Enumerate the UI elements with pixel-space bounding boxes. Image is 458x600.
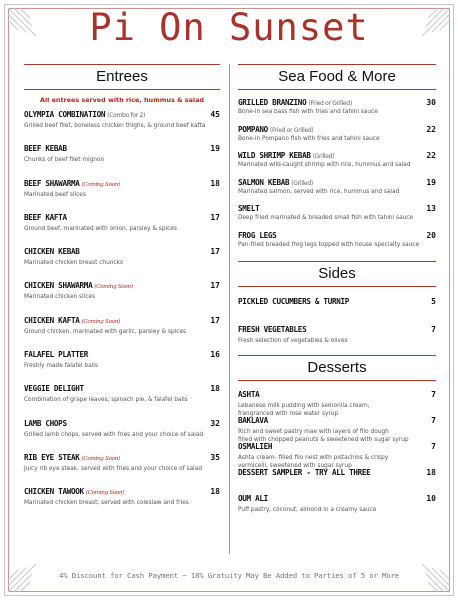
menu-item-line [24, 316, 220, 325]
menu-item-line [238, 468, 436, 477]
item-name [238, 442, 272, 451]
item-name [24, 453, 120, 462]
menu-item-line [238, 151, 436, 160]
item-name-text: FROG LEGS [238, 230, 277, 240]
item-name-text: OSMALIEH [238, 442, 273, 451]
item-name [238, 98, 352, 107]
item-name-text: SMELT [238, 204, 260, 213]
item-description: Marinated beef slices [24, 191, 86, 198]
item-name-text: SALMON KEBAB [238, 177, 290, 187]
coming-soon-badge: (Coming Soon) [81, 455, 120, 462]
item-name-text: OLYMPIA COMBINATION [24, 110, 106, 119]
entrees-section [24, 64, 220, 522]
coming-soon-badge: (Coming Soon) [81, 318, 120, 325]
item-name-text: BAKLAVA [238, 416, 268, 425]
item-description: Deep fried marinated & breaded small fish with tahini sauce [238, 215, 414, 221]
item-price: 30 [426, 98, 436, 107]
item-description: Freshly made falafel balls [24, 363, 98, 370]
menu-item [238, 416, 436, 442]
seafood-heading: Sea Food & More [238, 64, 436, 90]
entrees-list [24, 110, 220, 522]
sides-heading: Sides [238, 261, 436, 287]
item-price: 17 [210, 315, 220, 325]
item-price: 13 [426, 204, 436, 213]
item-price: 7 [431, 416, 436, 425]
item-price: 18 [210, 487, 220, 497]
menu-item [238, 151, 436, 178]
menu-item-line [238, 390, 436, 399]
menu-item-line [238, 442, 436, 451]
item-name-text: BEEF KEBAB [24, 144, 67, 154]
item-name-text: OUM ALI [238, 494, 268, 503]
item-name [24, 179, 120, 188]
seafood-list [238, 98, 436, 257]
column-divider [229, 64, 230, 554]
item-price: 32 [210, 418, 220, 428]
item-name-text: ASHTA [238, 390, 260, 399]
menu-item-line [24, 419, 220, 428]
item-qualifier: (Combo for 2) [107, 112, 146, 119]
item-price: 16 [210, 350, 220, 360]
item-name-text: LAMB CHOPS [24, 418, 67, 428]
item-name [238, 297, 349, 306]
item-qualifier: (Fried or Grilled) [269, 126, 314, 134]
menu-item [238, 204, 436, 231]
item-name [238, 390, 259, 399]
item-price: 18 [210, 178, 220, 188]
item-qualifier: (Grilled) [291, 179, 313, 187]
item-description: Bone-in sea bass fish with fries and tahini sauce [238, 109, 378, 115]
menu-item-line [238, 231, 436, 240]
item-name [24, 419, 67, 428]
menu-item-line [238, 494, 436, 503]
menu-item [24, 453, 220, 487]
item-description: Fresh selection of vegetables & olives [238, 338, 348, 344]
item-description: Chunks of beef filet mignon [24, 157, 105, 164]
item-name-text: GRILLED BRANZINO [238, 98, 307, 107]
item-name [238, 125, 313, 134]
menu-item-line [238, 416, 436, 425]
item-name [238, 151, 334, 160]
item-price: 22 [426, 124, 436, 134]
menu-item [238, 390, 436, 416]
menu-item [24, 247, 220, 281]
item-description: Ground beef, marinated with onion, parsley & spices [24, 225, 177, 232]
menu-item-line [24, 144, 220, 153]
item-name-text: RIB EYE STEAK [24, 452, 80, 462]
item-description: Marinated chicken breast chuncks [24, 260, 123, 267]
restaurant-title: Pi On Sunset [89, 6, 369, 49]
item-name [238, 204, 259, 213]
item-name [238, 231, 276, 240]
item-description: Pan-fried breaded frog legs topped with house specialty sauce [238, 241, 420, 248]
desserts-list [238, 390, 436, 520]
item-description: Puff pastry, coconut, almond in a creamy sauce [238, 507, 377, 513]
coming-soon-badge: (Coming Soon) [94, 284, 133, 291]
menu-item [238, 297, 436, 325]
menu-item [24, 316, 220, 350]
menu-item [24, 179, 220, 213]
item-name-text: DESSERT SAMPLER - TRY ALL THREE [238, 468, 371, 477]
item-name [24, 144, 67, 153]
item-name-text: POMPANO [238, 124, 268, 134]
item-name [238, 178, 313, 187]
menu-item-line [24, 487, 220, 496]
menu-item-line [24, 350, 220, 359]
item-name-text: BEEF SHAWARMA [24, 178, 80, 188]
item-name-text: CHICKEN KEBAB [24, 247, 80, 257]
item-price: 10 [426, 494, 436, 503]
menu-item [24, 144, 220, 178]
item-price: 20 [426, 230, 436, 240]
menu-item-line [24, 110, 220, 119]
item-price: 7 [431, 442, 436, 451]
entrees-heading: Entrees [24, 64, 220, 90]
coming-soon-badge: (Coming Soon) [81, 181, 120, 188]
menu-item [238, 442, 436, 468]
item-name [238, 494, 268, 503]
item-price: 35 [210, 452, 220, 462]
item-name [24, 487, 124, 496]
menu-item-line [238, 98, 436, 107]
menu-item [238, 494, 436, 520]
item-name [24, 213, 67, 222]
menu-item [238, 178, 436, 205]
menu-item [24, 110, 220, 144]
menu-item-line [24, 453, 220, 462]
item-description: Marinated wild-caught shrimp with rice, hummus and salad [238, 162, 411, 168]
menu-item [238, 468, 436, 494]
right-column [238, 64, 436, 520]
item-price: 5 [431, 297, 436, 306]
item-description: Grilled lamb chops, served with fries and your choice of salad [24, 431, 204, 438]
item-name [24, 247, 80, 256]
item-name-text: FRESH VEGETABLES [238, 325, 307, 334]
footer-note: 4% Discount for Cash Payment ~ 18% Gratuity May Be Added to Parties of 5 or More [59, 571, 399, 580]
menu-item-line [238, 325, 436, 334]
menu-item-line [24, 384, 220, 393]
item-price: 45 [210, 110, 220, 119]
item-description: Ashta cream- filled filo nest with pistachios & crispy [238, 455, 389, 461]
item-description: vermicelli, sweetened with sugar syrup [238, 463, 352, 470]
item-name-text: FALAFEL PLATTER [24, 350, 89, 360]
item-name [24, 110, 145, 119]
item-description: Bone-in Pompano fish with fries and tahini sauce [238, 135, 380, 142]
menu-item-line [238, 125, 436, 134]
item-price: 17 [210, 212, 220, 222]
menu-item [24, 213, 220, 247]
entrees-note: All entrees served with rice, hummus & salad [40, 96, 204, 104]
item-name-text: WILD SHRIMP KEBAB [238, 151, 311, 160]
item-description: Marinated salmon, served with rice, hummus and salad [238, 188, 400, 195]
item-name [238, 325, 306, 334]
menu-item-line [24, 281, 220, 290]
menu-item-line [238, 204, 436, 213]
menu-item [238, 231, 436, 258]
item-name-text: VEGGIE DELIGHT [24, 384, 84, 394]
item-price: 19 [210, 144, 220, 154]
menu-item [24, 487, 220, 521]
item-description: Ground chicken, marinated with garlic, parsley & spices [24, 328, 187, 335]
item-price: 17 [210, 247, 220, 257]
item-name [24, 384, 84, 393]
menu-item [238, 125, 436, 152]
menu-item [238, 98, 436, 125]
menu-item [24, 281, 220, 315]
item-name [24, 281, 133, 290]
item-price: 18 [426, 468, 436, 477]
menu-item-line [238, 297, 436, 306]
item-price: 7 [431, 390, 436, 399]
item-name [238, 416, 268, 425]
item-qualifier: (Fried or Grilled) [308, 100, 352, 107]
item-qualifier: (Grilled) [312, 153, 335, 160]
item-name-text: BEEF KAFTA [24, 212, 67, 222]
menu-item [238, 325, 436, 353]
menu-item [24, 384, 220, 418]
item-description: frangranced with rose water syrup [238, 411, 339, 418]
item-price: 7 [431, 325, 436, 334]
menu-item-line [24, 213, 220, 222]
item-price: 19 [426, 177, 436, 187]
menu-item-line [24, 179, 220, 188]
item-description: Combination of grape leaves, spinach pie, & falafel balls [24, 397, 188, 404]
menu-item-line [238, 178, 436, 187]
coming-soon-badge: (Coming Soon) [85, 490, 125, 497]
desserts-heading: Desserts [238, 355, 436, 381]
item-price: 22 [426, 151, 436, 160]
item-name-text: CHICKEN KAFTA [24, 315, 80, 325]
item-description: Grilled beef filet, boneless chicken thighs, & ground beef kafta [24, 123, 206, 129]
item-name [24, 350, 88, 359]
item-description: Lebanese milk pudding with semonila cream, [238, 403, 370, 409]
item-description: Marinated chicken breast, served with coleslaw and fries [24, 500, 189, 507]
menu-item [24, 350, 220, 384]
menu-item-line [24, 247, 220, 256]
item-description: Rich and sweet pastry mae with layers of filo dough [238, 429, 389, 435]
item-name-text: CHICKEN TAWOOK [24, 487, 84, 497]
item-price: 17 [210, 281, 220, 291]
item-description: filled with chopped peanuts & sweetened with sugar syrup [238, 437, 409, 444]
menu-item [24, 419, 220, 453]
sides-list [238, 297, 436, 353]
item-name [24, 316, 120, 325]
item-price: 18 [210, 384, 220, 394]
item-name-text: PICKLED CUCUMBERS & TURNIP [238, 297, 350, 306]
item-description: Juicy rib eye steak, served with fries and your choice of salad [24, 465, 203, 472]
item-description: Marinated chicken slices [24, 294, 96, 301]
item-name-text: CHICKEN SHAWARMA [24, 281, 93, 291]
item-name [238, 468, 370, 477]
